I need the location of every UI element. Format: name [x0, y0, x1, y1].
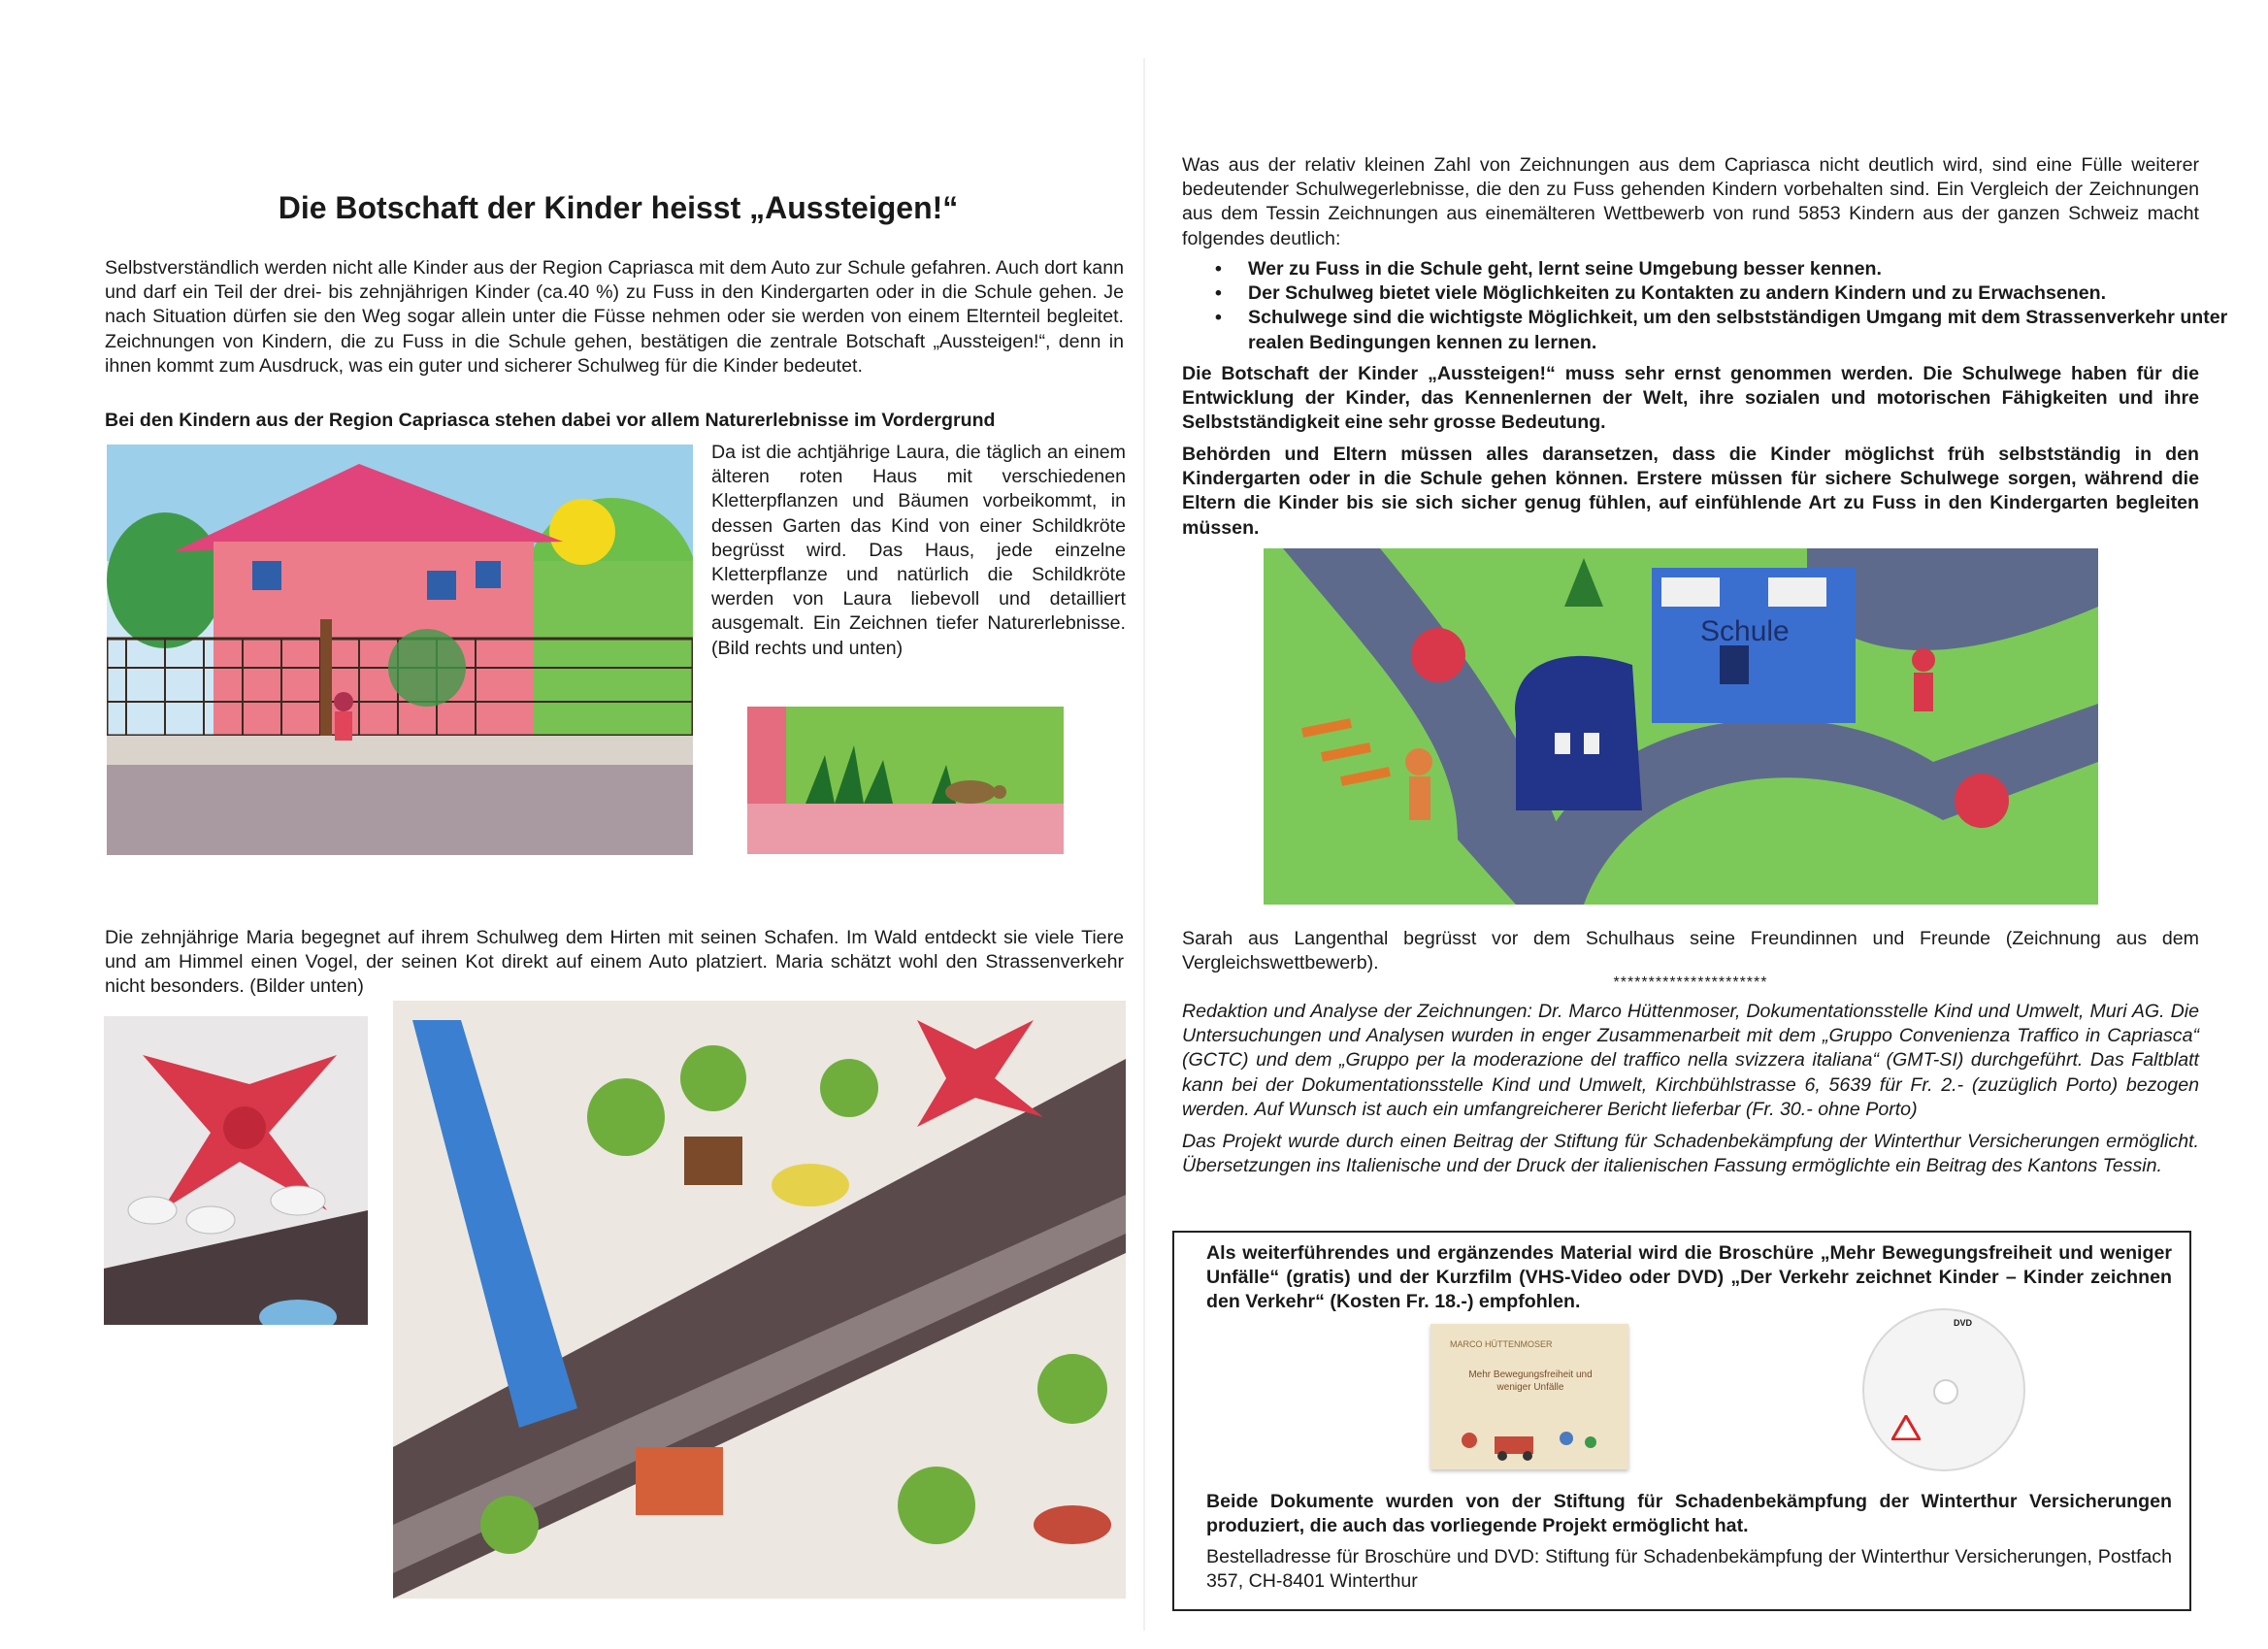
- finding-item: • Der Schulweg bietet viele Möglichkeiten zu Kontakten zu andern Kindern und zu Erwachsenen.: [1248, 281, 2265, 306]
- funding-paragraph: Das Projekt wurde durch einen Beitrag der Stiftung für Schadenbekämpfung der Winterthur Versicherungen ermöglicht. Übersetzungen ins Italienische und der Druck der italienischen Fassung ermöglichte ein Beitrag des Kantons Tessin.: [1182, 1131, 2199, 1177]
- drawing-caption: Sarah aus Langenthal begrüsst vor dem Schulhaus seine Freundinnen und Freunde (Zeichnung aus dem Vergleichswettbewerb).: [1182, 928, 2199, 974]
- right-intro-paragraph: Was aus der relativ kleinen Zahl von Zeichnungen aus dem Capriasca nicht deutlich wird, sind eine Fülle weiterer bedeutender Schulwegerlebnisse, die den zu Fuss gehenden Kindern vorbehalten sind. Ein Vergleich der Zeichnungen aus dem Tessin Zeichnungen aus einemälteren Wettbewerb von rund 5853 Kindern aus der ganzen Schweiz macht folgendes deutlich:: [1182, 154, 2199, 249]
- drawing-maria-road: [393, 1001, 1126, 1599]
- drawing-laura-house: [107, 445, 693, 855]
- findings-list: [1182, 257, 2265, 355]
- material-recommendation: Als weiterführendes und ergänzendes Material wird die Broschüre „Mehr Bewegungsfreiheit und weniger Unfälle“ (gratis) und der Kurzfilm (VHS-Video oder DVD) „Der Verkehr zeichnet Kinder – Kinder zeichnen den Verkehr“ (Kosten Fr. 18.-) empfohlen.: [1206, 1242, 2172, 1313]
- finding-item: • Wer zu Fuss in die Schule geht, lernt seine Umgebung besser kennen.: [1248, 257, 2265, 281]
- page-fold: [1143, 58, 1145, 1631]
- schule-label: Schule: [1700, 615, 1790, 647]
- drawing-sarah-school: [1264, 548, 2098, 905]
- section-subheading: Bei den Kindern aus der Region Capriasca stehen dabei vor allem Naturerlebnisse im Vordergrund: [105, 410, 996, 431]
- brochure-illustration: [1450, 1419, 1605, 1464]
- order-address: Bestelladresse für Broschüre und DVD: Stiftung für Schadenbekämpfung der Winterthur Versicherungen, Postfach 357, CH-8401 Winterthur: [1206, 1546, 2172, 1593]
- brochure-title: Mehr Bewegungsfreiheit und weniger Unfälle: [1468, 1369, 1593, 1393]
- drawing-laura-turtle: [747, 707, 1064, 854]
- finding-item: • Schulwege sind die wichtigste Möglichkeit, um den selbstständigen Umgang mit dem Strassenverkehr unter realen Bedingungen kennen zu lernen.: [1248, 306, 2265, 354]
- dvd-label: DVD: [1954, 1318, 1973, 1328]
- brochure-cover: [1430, 1324, 1628, 1469]
- maria-description: Die zehnjährige Maria begegnet auf ihrem Schulweg dem Hirten mit seinen Schafen. Im Wald entdeckt sie viele Tiere und am Himmel einen Vogel, der seinen Kot direkt auf einem Auto platziert. Maria schätzt wohl den Strassenverkehr nicht besonders. (Bilder unten): [105, 927, 1124, 998]
- separator: **********************: [1613, 974, 1768, 991]
- dvd-disc: [1862, 1308, 2025, 1471]
- drawing-maria-bird: [104, 1016, 368, 1325]
- laura-description: Da ist die achtjährige Laura, die täglich an einem älteren roten Haus mit verschiedenen Kletterpflanzen und Bäumen vorbeikommt, in dessen Garten das Kind von einer Schildkröte begrüsst wird. Das Haus, jede einzelne Kletterpflanze und natürlich die Schildkröte werden von Laura liebevoll und detailliert ausgemalt. Ein Zeichnen tiefer Naturerlebnisse. (Bild rechts und unten): [711, 442, 1126, 659]
- brochure-author: MARCO HÜTTENMOSER: [1450, 1339, 1553, 1349]
- warning-sign-icon: [1891, 1415, 1921, 1440]
- credits-paragraph: Redaktion und Analyse der Zeichnungen: Dr. Marco Hüttenmoser, Dokumentationsstelle Kind und Umwelt, Muri AG. Die Untersuchungen und Analysen wurden in enger Zusammenarbeit mit dem „Gruppo Convenienza Traffico in Capriasca“ (GCTC) und dem „Gruppo per la moderazione del traffico nella svizzera italiana“ (GMT-SI) durchgeführt. Das Faltblatt kann bei der Dokumentationsstelle Kind und Umwelt, Kirchbühlstrasse 6, 5639 für Fr. 2.- (zuzüglich Porto) bezogen werden. Auf Wunsch ist auch ein umfangreicherer Bericht lieferbar (Fr. 30.- ohne Porto): [1182, 1001, 2199, 1120]
- dvd-hole: [1933, 1379, 1958, 1404]
- intro-paragraph: Selbstverständlich werden nicht alle Kinder aus der Region Capriasca mit dem Auto zur Schule gefahren. Auch dort kann und darf ein Teil der drei- bis zehnjährigen Kinder (ca.40 %) zu Fuss in den Kindergarten oder in die Schule gehen. Je nach Situation dürfen sie den Weg sogar allein unter die Füsse nehmen oder sie werden von einem Elternteil begleitet. Zeichnungen von Kindern, die zu Fuss in die Schule gehen, bestätigen die zentrale Botschaft „Aussteigen!“, denn in ihnen kommt zum Ausdruck, was ein guter und sicherer Schulweg für die Kinder bedeutet.: [105, 257, 1124, 377]
- page-title: Die Botschaft der Kinder heisst „Aussteigen!“: [278, 190, 959, 225]
- responsibility-paragraph: Behörden und Eltern müssen alles daransetzen, dass die Kinder möglichst früh selbstständig in den Kindergarten oder in die Schule gehen können. Erstere müssen für sichere Schulwege sorgen, während die Eltern die Kinder bis sie sich sicher genug fühlen, auf einfühlende Art zu Fuss in den Kindergarten begleiten müssen.: [1182, 444, 2199, 539]
- message-paragraph: Die Botschaft der Kinder „Aussteigen!“ muss sehr ernst genommen werden. Die Schulwege haben für die Entwicklung der Kinder, das Kennenlernen der Welt, ihre sozialen und motorischen Fähigkeiten und ihre Selbstständigkeit eine sehr grosse Bedeutung.: [1182, 363, 2199, 434]
- production-note: Beide Dokumente wurden von der Stiftung für Schadenbekämpfung der Winterthur Versicherungen produziert, die auch das vorliegende Projekt ermöglicht hat.: [1206, 1491, 2172, 1537]
